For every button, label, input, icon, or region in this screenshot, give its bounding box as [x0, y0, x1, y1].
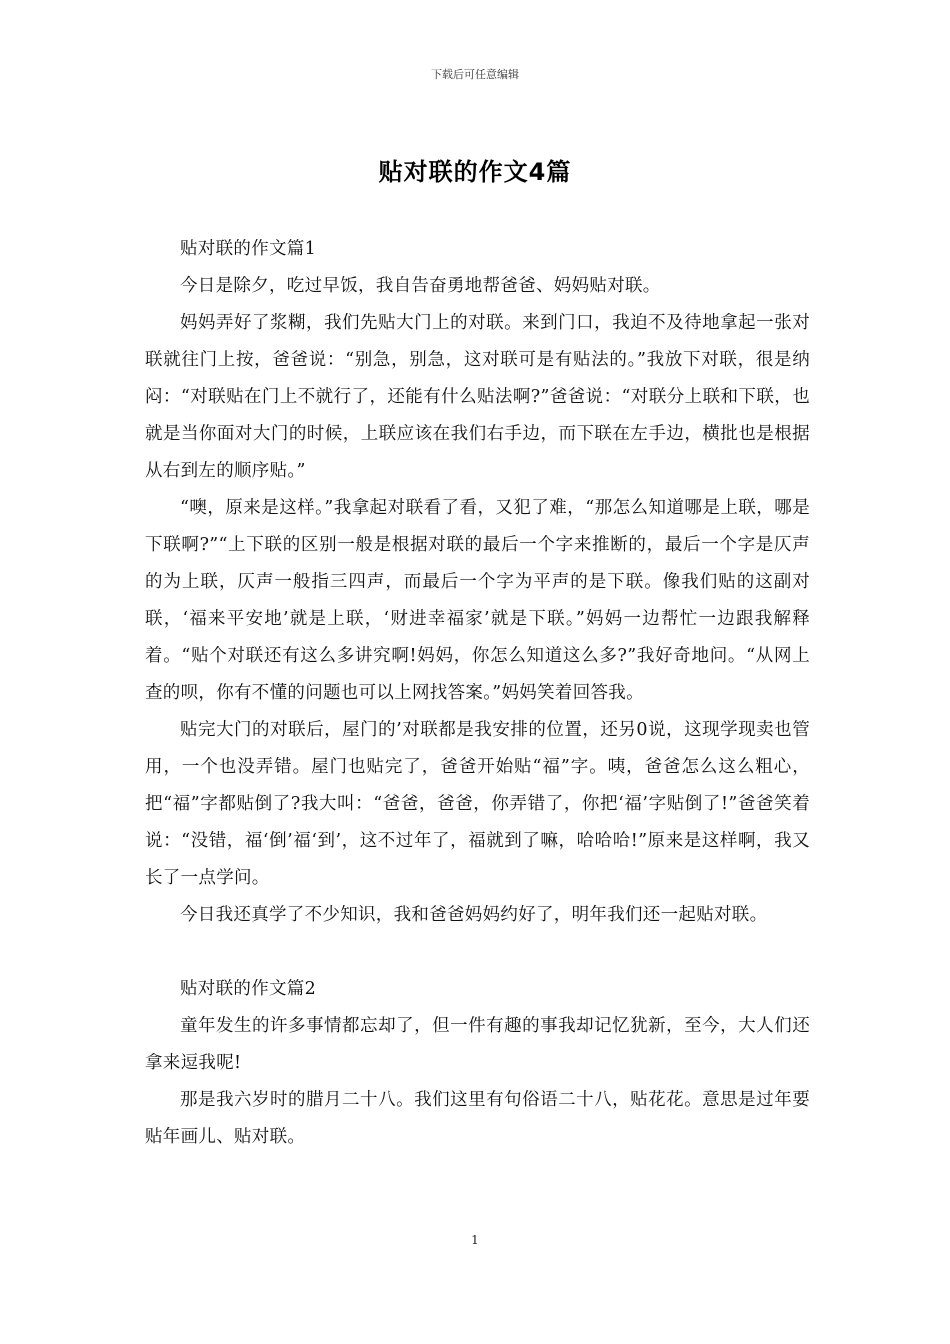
- paragraph: 今日我还真学了不少知识，我和爸爸妈妈约好了，明年我们还一起贴对联。: [180, 905, 768, 925]
- section-heading-1: 贴对联的作文篇1: [180, 239, 317, 259]
- paragraph: 贴完大门的对联后，屋门的’对联都是我安排的位置，还另0说，这现学现卖也管用，一个也没弄错。屋门也贴完了，爸爸开始贴“福”字。咦，爸爸怎么这么粗心，把“福”字都贴倒了?我大叫：“爸爸，爸爸，你弄错了，你把‘福’字贴倒了!”爸爸笑着说：“没错，福‘倒’福‘到’，这不过年了，福就到了嘛，哈哈哈!”原来是这样啊，我又长了一点学问。: [145, 720, 810, 888]
- page-title: 贴对联的作文4篇: [378, 158, 572, 186]
- paragraph: 今日是除夕，吃过早饭，我自告奋勇地帮爸爸、妈妈贴对联。: [180, 276, 661, 296]
- page-number: 1: [471, 1233, 479, 1247]
- paragraph: 童年发生的许多事情都忘却了，但一件有趣的事我却记忆犹新，至今，大人们还拿来逗我呢!: [145, 1016, 810, 1073]
- paragraph: “噢，原来是这样。”我拿起对联看了看，又犯了难，“那怎么知道哪是上联，哪是下联啊?”“上下联的区别一般是根据对联的最后一个字来推断的，最后一个字是仄声的为上联，仄声一般指三四声，而最后一个字为平声的是下联。像我们贴的这副对联，‘福来平安地’就是上联，‘财进幸福家’就是下联。”妈妈一边帮忙一边跟我解释着。“贴个对联还有这么多讲究啊!妈妈，你怎么知道这么多?”我好奇地问。“从网上查的呗，你有不懂的问题也可以上网找答案。”妈妈笑着回答我。: [145, 498, 810, 703]
- paragraph: 妈妈弄好了浆糊，我们先贴大门上的对联。来到门口，我迫不及待地拿起一张对联就往门上按，爸爸说：“别急，别急，这对联可是有贴法的。”我放下对联，很是纳闷：“对联贴在门上不就行了，还能有什么贴法啊?”爸爸说：“对联分上联和下联，也就是当你面对大门的时候，上联应该在我们右手边，而下联在左手边，横批也是根据从右到左的顺序贴。”: [145, 313, 810, 481]
- header-note: 下载后可任意编辑: [431, 68, 519, 81]
- document-body: [145, 231, 810, 1156]
- section-heading-2: 贴对联的作文篇2: [180, 979, 317, 999]
- paragraph: 那是我六岁时的腊月二十八。我们这里有句俗语二十八，贴花花。意思是过年要贴年画儿、贴对联。: [145, 1090, 810, 1147]
